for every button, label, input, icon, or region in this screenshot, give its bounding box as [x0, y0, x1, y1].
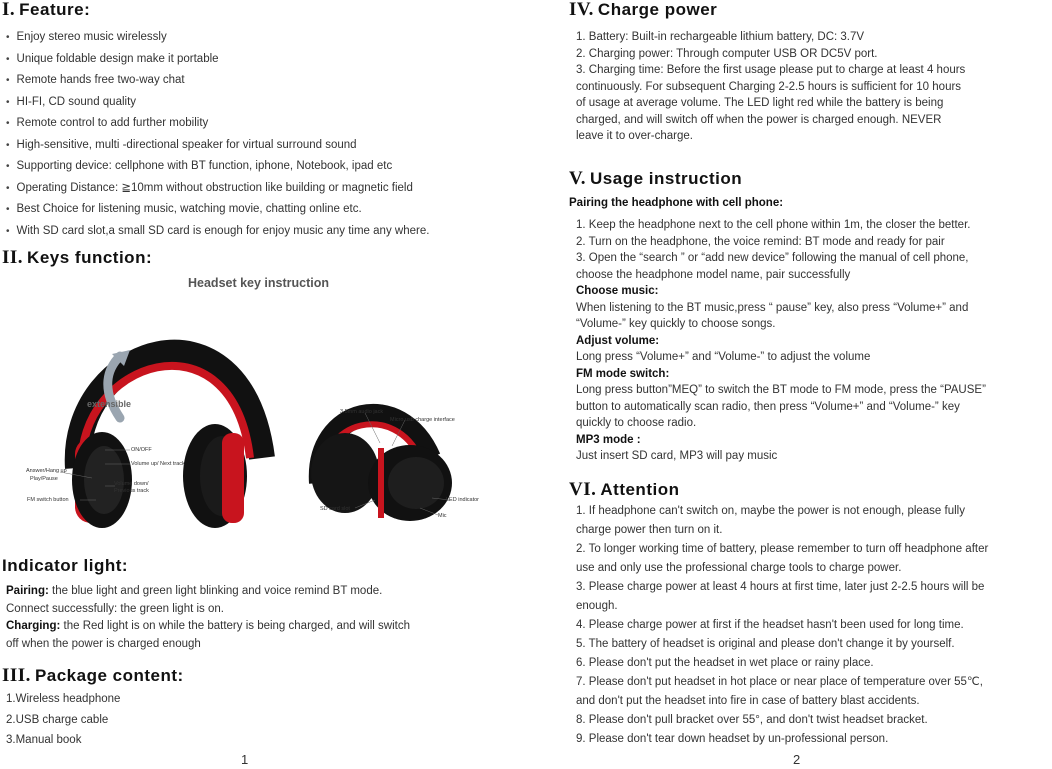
attention-line: use and only use the professional charge tools to charge power.	[576, 562, 902, 574]
attention-line: 1. If headphone can't switch on, maybe the power is not enough, please fully	[576, 505, 965, 517]
attention-line: enough.	[576, 600, 618, 612]
charge-line: 2. Charging power: Through computer USB OR DC5V port.	[576, 47, 878, 60]
attention-line: 6. Please don't put the headset in wet place or rainy place.	[576, 657, 874, 669]
attention-line: charge power then turn on it.	[576, 524, 723, 536]
pairing-line: choose the headphone model name, pair successfully	[576, 268, 851, 281]
callout-volume-up: Volume up/ Next track	[131, 461, 185, 467]
callout-led: LED indicator	[446, 497, 480, 503]
choose-line: “Volume-” key quickly to choose songs.	[576, 318, 776, 330]
feature-item: • Remote control to add further mobility	[6, 113, 429, 135]
charge-line: leave it to over-charge.	[576, 130, 693, 142]
feature-list	[6, 27, 429, 242]
feature-item: • Supporting device: cellphone with BT function, iphone, Notebook, ipad etc	[6, 156, 429, 178]
fm-line: Long press button”MEQ” to switch the BT mode to FM mode, press the “PAUSE”	[576, 384, 986, 396]
choose-music-heading: Choose music:	[576, 285, 659, 297]
mp3-mode-heading: MP3 mode :	[576, 433, 641, 446]
page-number: 2	[793, 752, 801, 767]
package-heading: III. Package content:	[2, 665, 184, 686]
attention-line: 5. The battery of headset is original and please don't change it by yourself.	[576, 638, 955, 650]
package-item: 1.Wireless headphone	[6, 693, 121, 705]
charge-line: 3. Charging time: Before the first usage please put to charge at least 4 hours	[576, 64, 966, 76]
mp3-line: Just insert SD card, MP3 will pay music	[576, 450, 778, 462]
package-list	[6, 689, 120, 751]
callout-audio-jack: 3.5mm audio jack	[340, 409, 384, 415]
usage-heading: V. Usage instruction	[569, 168, 743, 189]
fm-line: quickly to choose radio.	[576, 417, 697, 429]
attention-line: and don't put the headset into fire in case of battery blast accidents.	[576, 695, 920, 707]
pairing-line: 2. Turn on the headphone, the voice remind: BT mode and ready for pair	[576, 235, 945, 248]
usage-text	[576, 217, 986, 465]
page-number: 1	[241, 752, 249, 767]
pairing-text: the blue light and green light blinking and voice remind BT mode.	[48, 585, 383, 597]
charge-text	[576, 29, 965, 145]
figure-title: Headset key instruction	[188, 276, 330, 290]
connect-text: Connect successfully: the green light is on.	[6, 602, 224, 615]
package-item: 3.Manual book	[6, 734, 82, 746]
attention-heading: VI. Attention	[569, 479, 680, 500]
pairing-line: 3. Open the “search ” or “add new device” following the manual of cell phone,	[576, 252, 969, 264]
attention-line: 4. Please charge power at first if the headset hasn't been used for long time.	[576, 619, 964, 631]
charge-heading: IV. Charge power	[569, 0, 718, 20]
keys-heading: II. Keys function:	[2, 247, 153, 268]
charging-text-2: off when the power is charged enough	[6, 637, 201, 650]
charge-line: 1. Battery: Built-in rechargeable lithium battery, DC: 3.7V	[576, 31, 865, 43]
feature-item: • High-sensitive, multi -directional speaker for virtual surround sound	[6, 135, 429, 157]
feature-item: • Remote hands free two-way chat	[6, 70, 429, 92]
pairing-line: 1. Keep the headphone next to the cell phone within 1m, the closer the better.	[576, 219, 971, 231]
callout-sd-slot: SD card slot	[320, 506, 350, 512]
charge-line: of usage at average volume. The LED light red while the battery is being	[576, 97, 944, 109]
pairing-heading: Pairing the headphone with cell phone:	[569, 197, 784, 209]
feature-item: • Unique foldable design make it portable	[6, 49, 429, 71]
attention-line: 7. Please don't put headset in hot place or near place of temperature over 55℃,	[576, 676, 984, 688]
pairing-label: Pairing:	[6, 585, 49, 597]
extensible-label: extensible	[87, 399, 132, 409]
attention-line: 9. Please don't tear down headset by un-professional person.	[576, 733, 889, 745]
fm-line: button to automatically scan radio, then press “Volume+” and “Volume-” key	[576, 400, 960, 413]
choose-line: When listening to the BT music,press “ pause” key, also press “Volume+” and	[576, 301, 969, 314]
feature-heading: I. Feature:	[2, 0, 91, 20]
charge-line: charged, and will switch off when the power is charged enough. NEVER	[576, 113, 942, 126]
callout-play: Play/Pause	[30, 476, 58, 482]
feature-item: • HI-FI, CD sound quality	[6, 92, 429, 114]
callout-previous: Previous track	[114, 488, 149, 494]
feature-item: • Best Choice for listening music, watching movie, chatting online etc.	[6, 199, 429, 221]
adjust-volume-heading: Adjust volume:	[576, 334, 660, 347]
callout-on-off: ON/OFF	[131, 447, 152, 453]
attention-line: 3. Please charge power at least 4 hours at first time, later just 2-2.5 hours will be	[576, 581, 985, 593]
callout-answer: Answer/Hang up	[26, 468, 67, 474]
indicator-description	[6, 583, 410, 653]
callout-micro-usb: Micro usb charge interface	[390, 417, 455, 423]
indicator-heading: Indicator light:	[2, 556, 129, 575]
package-item: 2.USB charge cable	[6, 713, 109, 726]
feature-item: • With SD card slot,a small SD card is enough for enjoy music any time any where.	[6, 221, 429, 243]
charge-line: continuously. For subsequent Charging 2-2.5 hours is sufficient for 10 hours	[576, 80, 962, 93]
headset-illustration	[0, 268, 490, 540]
feature-item: • Operating Distance: ≧10mm without obstruction like building or magnetic field	[6, 178, 429, 200]
adjust-line: Long press “Volume+” and “Volume-” to adjust the volume	[576, 351, 871, 363]
attention-line: 2. To longer working time of battery, please remember to turn off headphone after	[576, 543, 989, 555]
page-2	[526, 0, 1052, 769]
attention-line: 8. Please don't pull bracket over 55°, and don't twist headset bracket.	[576, 714, 928, 726]
charging-text: the Red light is on while the battery is being charged, and will switch	[60, 620, 410, 632]
callout-fm: FM switch button	[27, 497, 69, 503]
feature-item: • Enjoy stereo music wirelessly	[6, 27, 429, 49]
callout-mic: Mic	[438, 513, 447, 519]
callout-volume-down: Volume down/	[114, 481, 149, 487]
fm-mode-heading: FM mode switch:	[576, 367, 670, 380]
charging-label: Charging:	[6, 620, 61, 632]
headset-key-figure	[0, 268, 490, 540]
attention-text	[576, 502, 1052, 749]
